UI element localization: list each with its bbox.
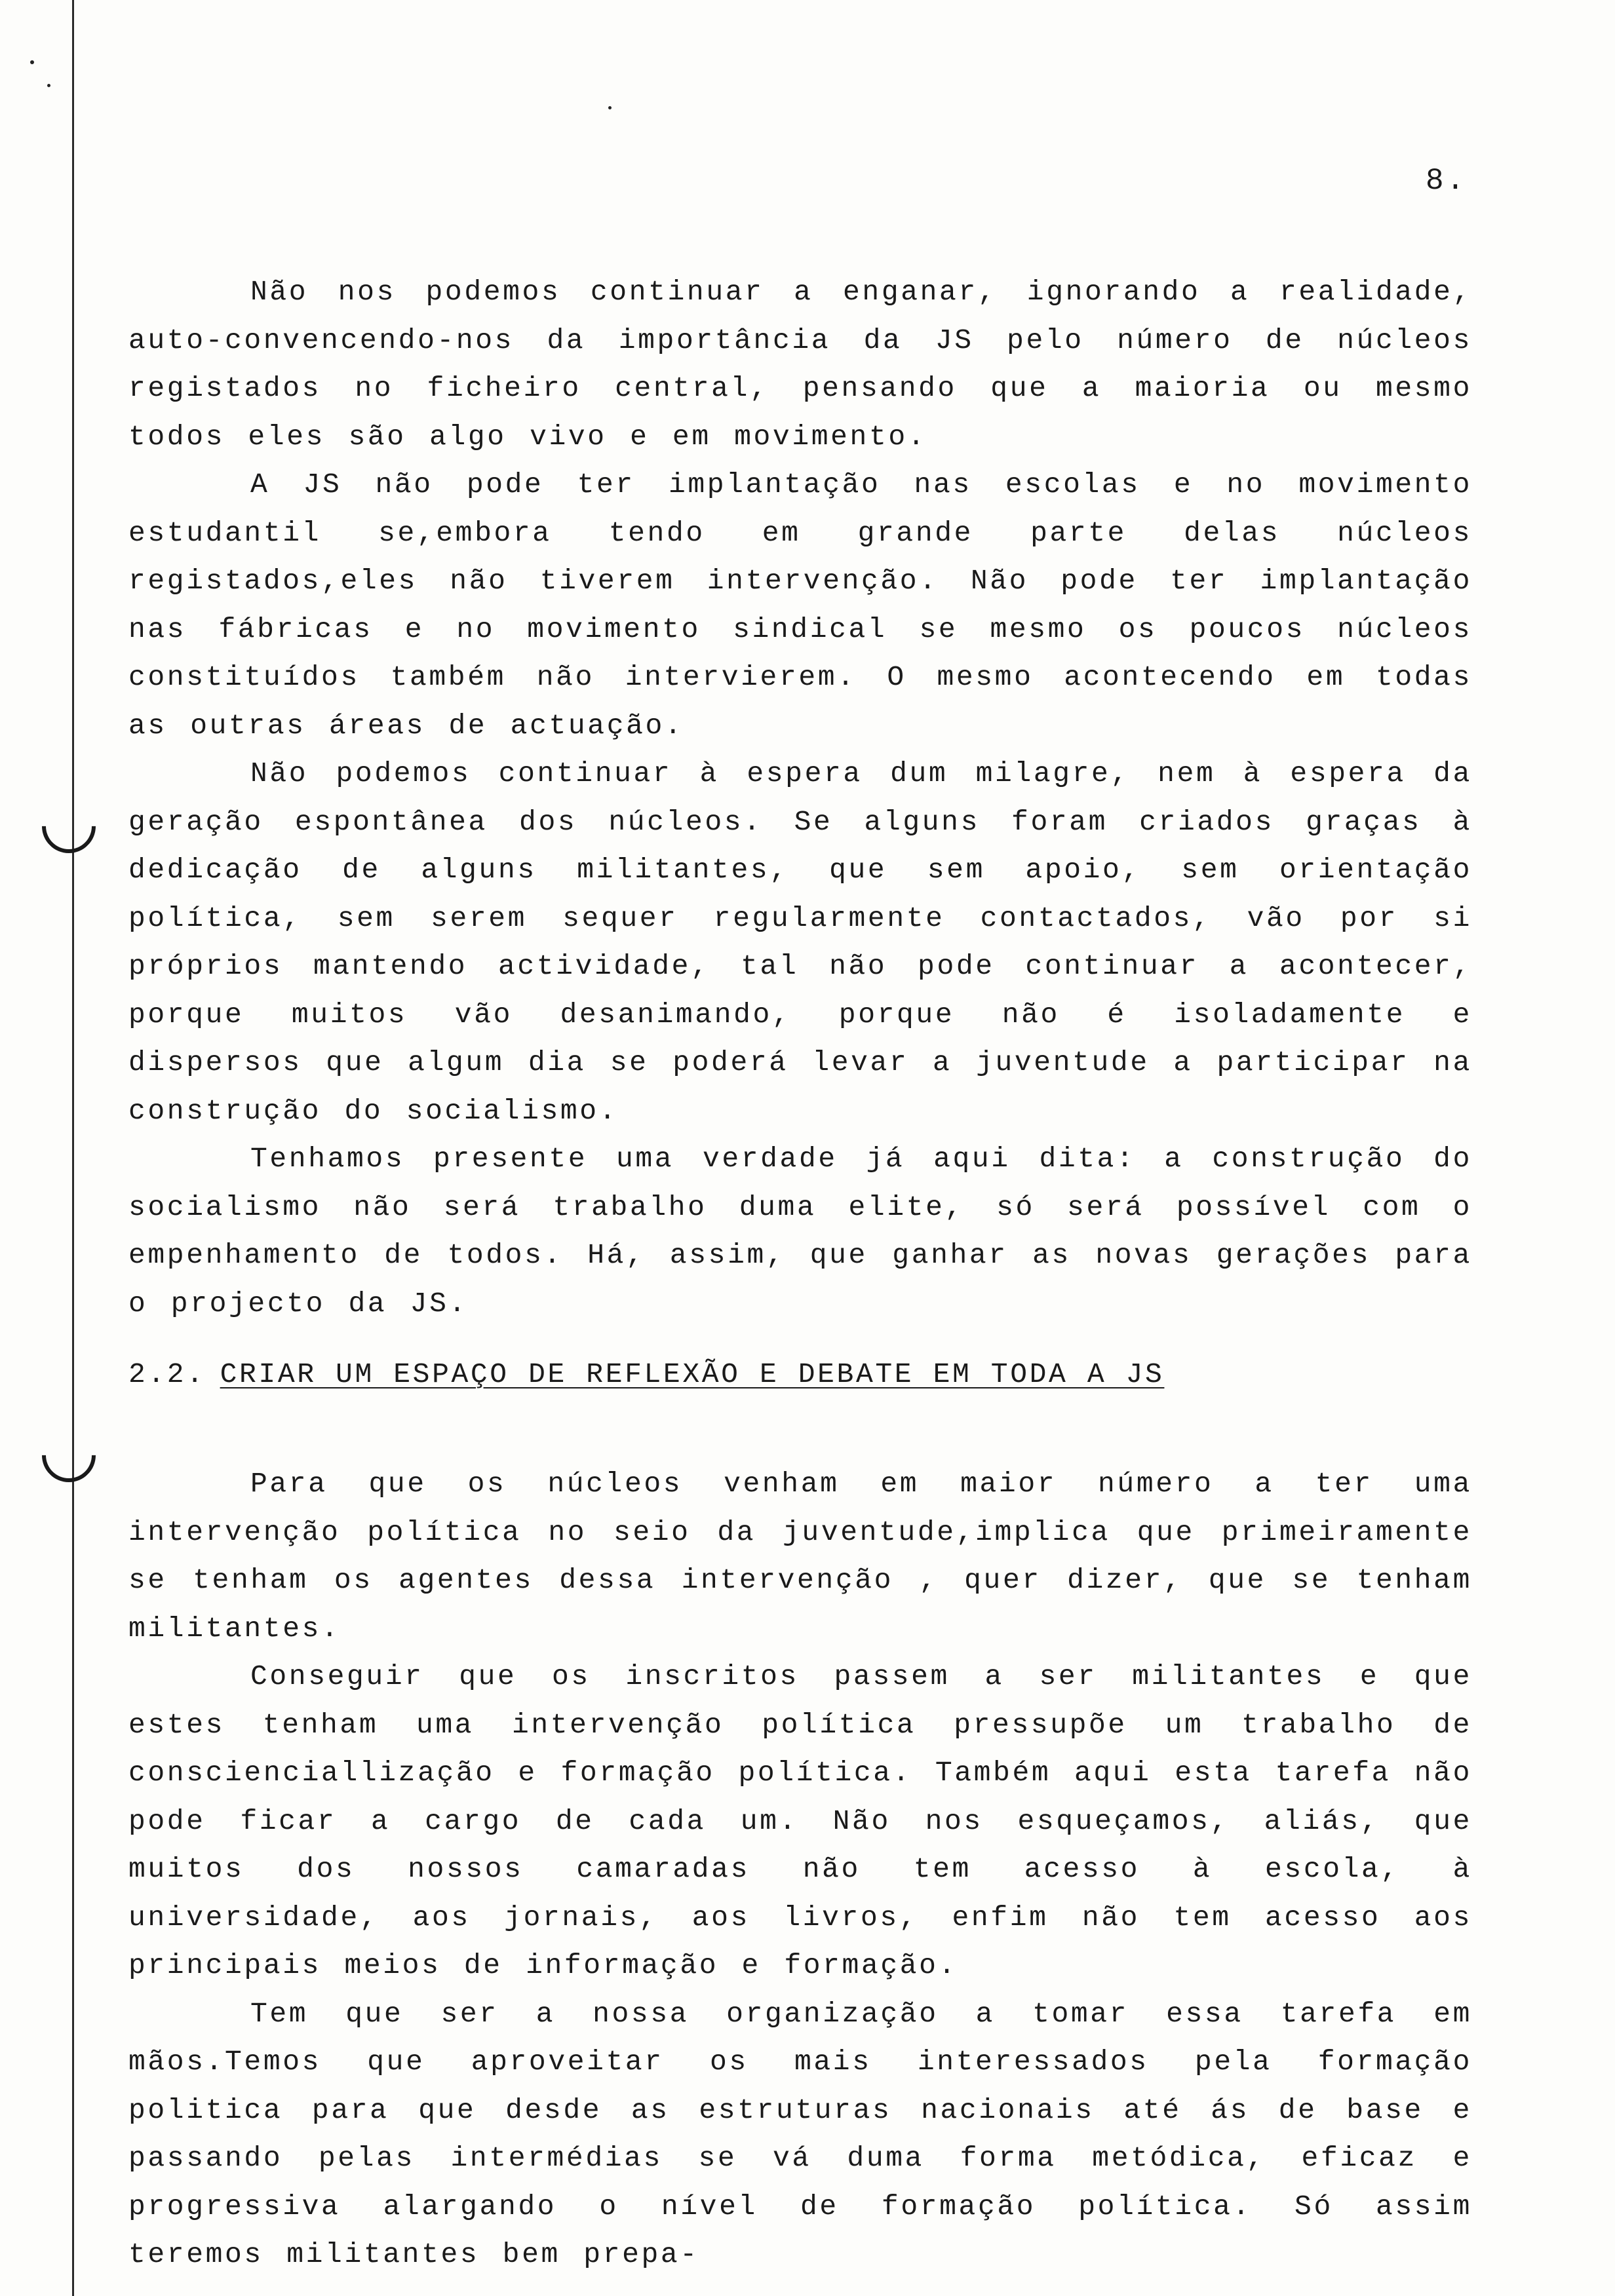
- punch-hole-mark-upper: [31, 788, 107, 864]
- punch-hole-mark-lower: [31, 1417, 107, 1493]
- paragraph: Tem que ser a nossa organização a tomar essa tarefa em mãos.Temos que aproveitar os mais interessados pela formação politica para que desde as estruturas nacionais até ás de base e passando pelas intermédias se vá duma forma metódica, eficaz e progressiva alargando o nível de formação política. Só assim teremos militantes bem prepa-: [128, 1997, 1472, 2270]
- paragraph: Conseguir que os inscritos passem a ser militantes e que estes tenham uma intervenção política pressupõe um trabalho de conscienciallização e formação política. Também aqui esta tarefa não pode ficar a cargo de cada um. Não nos esqueçamos, aliás, que muitos dos nossos camaradas não tem acesso à escola, à universidade, aos jornais, aos livros, enfim não tem acesso aos principais meios de informação e formação.: [128, 1660, 1472, 1981]
- section-heading: [128, 1358, 1164, 1390]
- paragraph: Tenhamos presente uma verdade já aqui dita: a construção do socialismo não será trabalho duma elite, só será possível com o empenhamento de todos. Há, assim, que ganhar as novas gerações para o projecto da JS.: [128, 1143, 1472, 1320]
- page-number: 8.: [1426, 164, 1468, 198]
- section-2-body: [128, 1460, 1472, 2279]
- paragraph: Não nos podemos continuar a enganar, ignorando a realidade, auto-convencendo-nos da importância da JS pelo número de núcleos registados no ficheiro central, pensando que a maioria ou mesmo todos eles são algo vivo e em movimento.: [128, 276, 1472, 453]
- section-1-body: [128, 268, 1472, 1328]
- paragraph: A JS não pode ter implantação nas escolas e no movimento estudantil se,embora tendo em grande parte delas núcleos registados,eles não tiverem intervenção. Não pode ter implantação nas fábricas e no movimento sindical se mesmo os poucos núcleos constituídos também não intervierem. O mesmo acontecendo em todas as outras áreas de actuação.: [128, 469, 1472, 742]
- paragraph: Para que os núcleos venham em maior número a ter uma intervenção política no seio da juventude,implica que primeiramente se tenham os agentes dessa intervenção , quer dizer, que se tenham militantes.: [128, 1468, 1472, 1645]
- scan-speck: [608, 106, 612, 109]
- paragraph: Não podemos continuar à espera dum milagre, nem à espera da geração espontânea dos núcleos. Se alguns foram criados graças à dedicação de alguns militantes, que sem apoio, sem orientação política, sem serem sequer regularmente contactados, vão por si próprios mantendo actividade, tal não pode continuar a acontecer, porque muitos vão desanimando, porque não é isoladamente e dispersos que algum dia se poderá levar a juventude a participar na construção do socialismo.: [128, 757, 1472, 1127]
- binding-margin-line: [72, 0, 74, 2296]
- section-number: 2.2.: [128, 1358, 206, 1390]
- scan-speck: [47, 84, 50, 87]
- section-title: CRIAR UM ESPAÇO DE REFLEXÃO E DEBATE EM TODA A JS: [220, 1358, 1165, 1390]
- scan-speck: [30, 60, 34, 64]
